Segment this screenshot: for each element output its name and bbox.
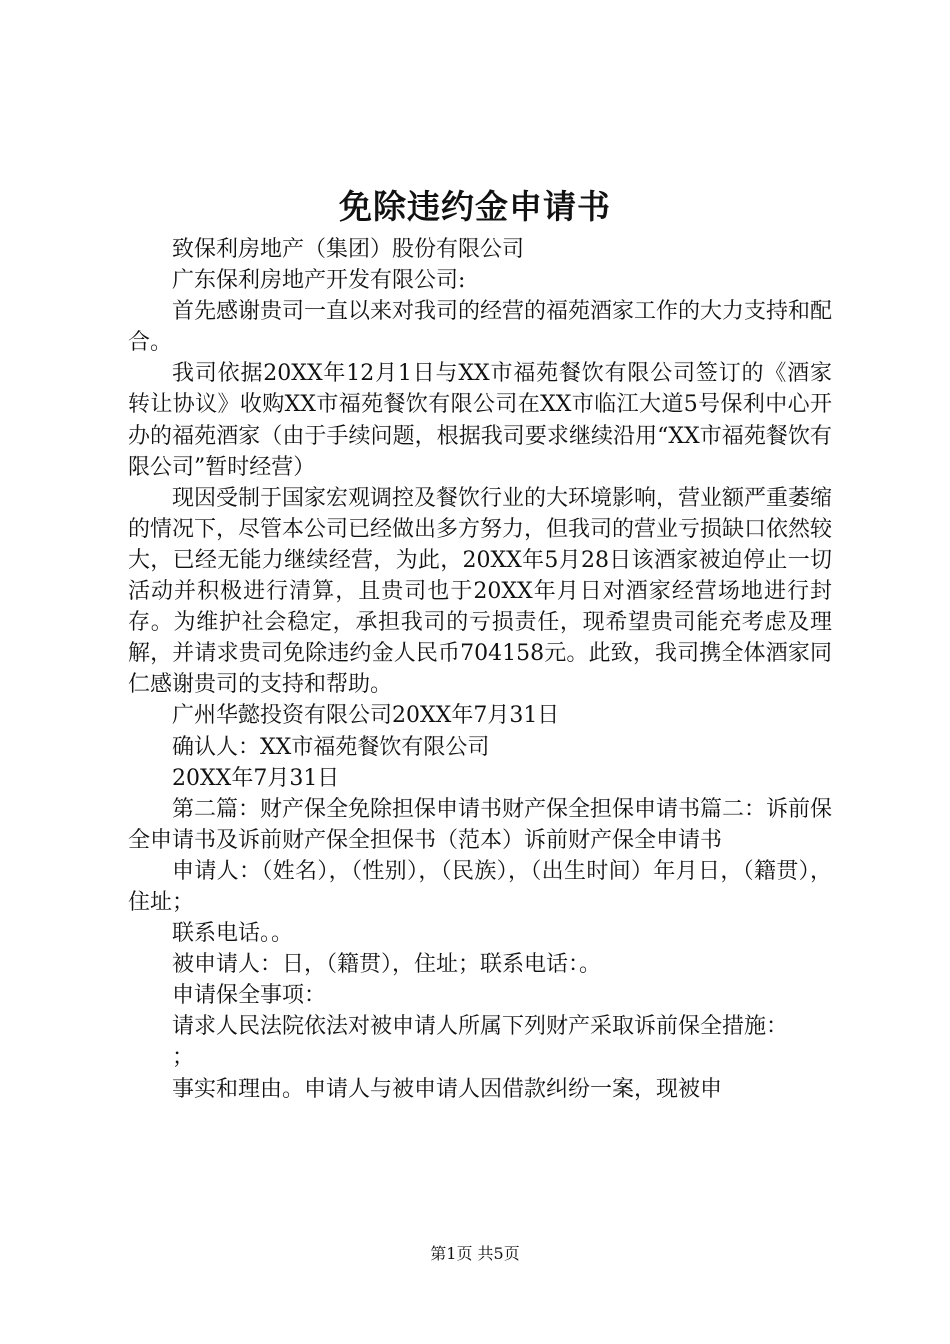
paragraph-confirmer: 确认人：XX市福苑餐饮有限公司 bbox=[172, 734, 490, 760]
paragraph-applicant: 申请人：（姓名），（性别），（民族），（出生时间）年月日，（籍贯），住址； bbox=[128, 858, 832, 915]
paragraph-request: 现因受制于国家宏观调控及餐饮行业的大环境影响，营业额严重萎缩的情况下，尽管本公司已经做出多方努力，但我司的营业亏损缺口依然较大，已经无能力继续经营，为此，20XX年5月28日该酒家被迫停止一切活动并积极进行清算，且贵司也于20XX年月日对酒家经营场地进行封存。为维护社会稳定，承担我司的亏损责任，现希望贵司能充考虑及理解，并请求贵司免除违约金人民币704158元。此致，我司携全体酒家同仁感谢贵司的支持和帮助。 bbox=[128, 485, 833, 698]
document-title: 免除违约金申请书 bbox=[339, 187, 611, 226]
paragraph-court-request: 请求人民法院依法对被申请人所属下列财产采取诉前保全措施： bbox=[172, 1014, 789, 1040]
document-body bbox=[128, 234, 832, 1105]
paragraph-second-article: 第二篇：财产保全免除担保申请书财产保全担保申请书篇二：诉前保全申请书及诉前财产保全担保书（范本）诉前财产保全申请书 bbox=[128, 796, 833, 853]
paragraph-semicolon: ； bbox=[172, 1045, 195, 1071]
paragraph-preservation-items: 申请保全事项： bbox=[172, 983, 327, 1009]
paragraph-signature-company: 广州华懿投资有限公司20XX年7月31日 bbox=[172, 703, 560, 729]
paragraph-respondent: 被申请人：日，（籍贯），住址；联系电话：。 bbox=[172, 952, 602, 978]
paragraph-addressee-2: 广东保利房地产开发有限公司: bbox=[172, 268, 466, 294]
paragraph-date: 20XX年7月31日 bbox=[172, 765, 340, 791]
paragraph-addressee-1: 致保利房地产（集团）股份有限公司 bbox=[172, 237, 525, 262]
paragraph-contact: 联系电话。。 bbox=[172, 921, 294, 947]
paragraph-thanks: 首先感谢贵司一直以来对我司的经营的福苑酒家工作的大力支持和配合。 bbox=[128, 299, 833, 356]
page-footer: 第1页 共5页 bbox=[430, 1244, 520, 1263]
paragraph-facts: 事实和理由。申请人与被申请人因借款纠纷一案，现被申 bbox=[172, 1076, 723, 1102]
paragraph-acquisition: 我司依据20XX年12月1日与XX市福苑餐饮有限公司签订的《酒家转让协议》收购XX市福苑餐饮有限公司在XX市临江大道5号保利中心开办的福苑酒家（由于手续问题，根据我司要求继续沿用“XX市福苑餐饮有限公司”暂时经营） bbox=[128, 361, 832, 480]
